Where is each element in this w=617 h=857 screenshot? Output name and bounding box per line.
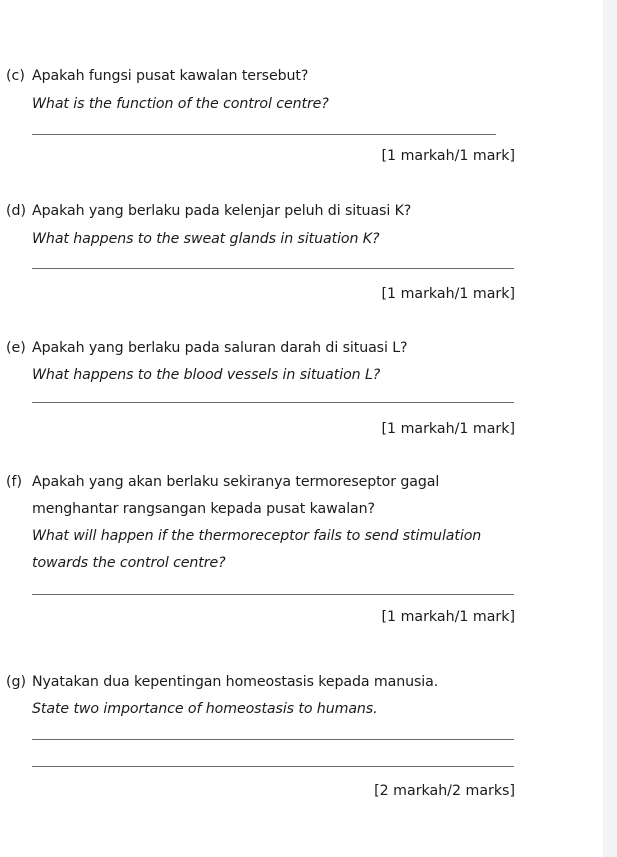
side-margin-strip	[603, 0, 617, 857]
question-text-malay-line-2: menghantar rangsangan kepada pusat kawalan?	[32, 501, 375, 517]
answer-line[interactable]	[32, 594, 514, 595]
answer-line[interactable]	[32, 134, 496, 135]
question-text-malay: Apakah yang berlaku pada kelenjar peluh di situasi K?	[32, 203, 412, 219]
marks-label: [1 markah/1 mark]	[381, 148, 515, 164]
question-label: (f)	[6, 474, 23, 490]
marks-label: [1 markah/1 mark]	[381, 609, 515, 625]
question-text-malay-line-1: Apakah yang akan berlaku sekiranya termoreseptor gagal	[32, 474, 440, 490]
marks-label: [1 markah/1 mark]	[381, 286, 515, 302]
question-text-malay: Nyatakan dua kepentingan homeostasis kepada manusia.	[32, 674, 439, 690]
question-text-english: What happens to the sweat glands in situation K?	[32, 231, 380, 247]
question-label: (d)	[6, 203, 27, 219]
question-text-english: State two importance of homeostasis to humans.	[32, 701, 378, 717]
question-text-english: What is the function of the control centre?	[32, 96, 329, 112]
question-text-english-line-2: towards the control centre?	[32, 555, 226, 571]
answer-line[interactable]	[32, 268, 514, 269]
question-text-english-line-1: What will happen if the thermoreceptor fails to send stimulation	[32, 528, 482, 544]
question-label: (g)	[6, 674, 27, 690]
question-text-english: What happens to the blood vessels in situation L?	[32, 367, 381, 383]
question-label: (c)	[6, 68, 25, 84]
answer-line[interactable]	[32, 402, 514, 403]
question-text-malay: Apakah yang berlaku pada saluran darah di situasi L?	[32, 340, 408, 356]
question-text-malay: Apakah fungsi pusat kawalan tersebut?	[32, 68, 309, 84]
question-label: (e)	[6, 340, 26, 356]
marks-label: [2 markah/2 marks]	[374, 783, 515, 799]
answer-line-1[interactable]	[32, 739, 514, 740]
marks-label: [1 markah/1 mark]	[381, 421, 515, 437]
answer-line-2[interactable]	[32, 766, 514, 767]
